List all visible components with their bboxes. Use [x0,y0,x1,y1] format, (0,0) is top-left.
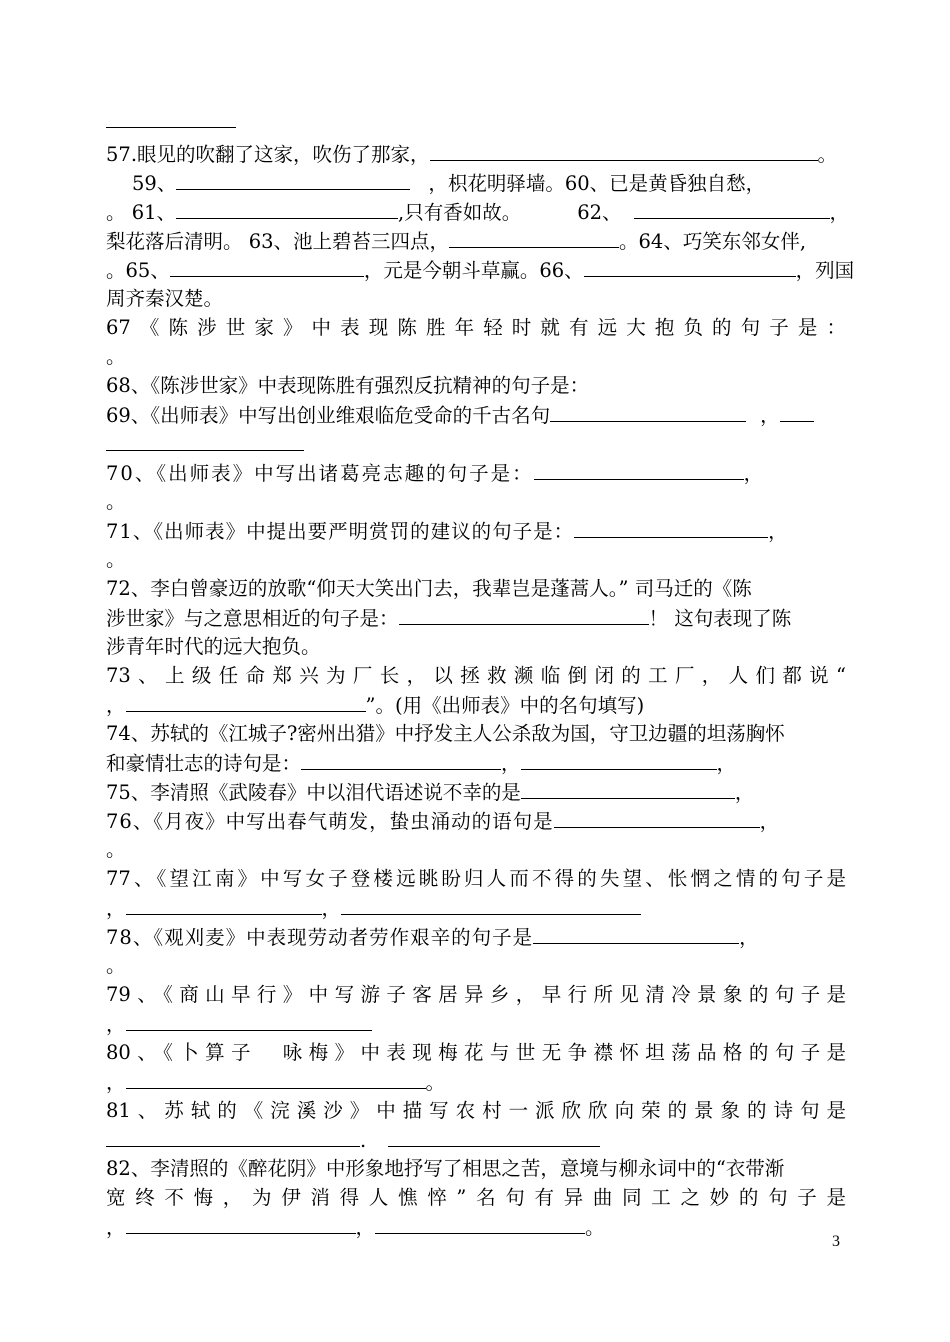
line-74: 74、苏轼的《江城子?密州出猎》中抒发主人公杀敌为国，守卫边疆的坦荡胸怀 [106,722,785,745]
text: ， [501,752,521,775]
line-66-cont: 周齐秦汉楚。 [106,287,224,310]
text: 59、 [132,172,177,195]
text: ， [829,201,850,224]
answer-blank[interactable] [126,1010,372,1031]
answer-blank[interactable] [388,1126,600,1147]
text: ！ 这句表现了陈 [648,607,792,630]
text: ， [759,810,781,833]
answer-blank[interactable] [126,1213,356,1234]
text: . [360,1129,367,1152]
answer-blank[interactable] [533,923,739,944]
line-67-end: 。 [106,345,126,368]
text: 。65、 [106,259,170,282]
line-82: 82、李清照的《醉花阴》中形象地抒写了相思之苦，意境与柳永词中的“衣带渐 [106,1157,785,1180]
text: ”。(用《出师表》中的名句填写) [365,694,645,717]
answer-blank[interactable] [534,459,744,480]
text: ， [734,781,755,804]
answer-blank[interactable] [126,1068,426,1089]
line-79-cont [106,1010,846,1039]
text: ， [716,752,737,775]
line-69 [106,401,846,430]
answer-blank[interactable] [430,140,818,161]
answer-blank[interactable] [106,1126,360,1147]
text: ， [106,694,126,717]
answer-blank[interactable] [634,198,830,219]
answer-blank[interactable] [521,778,735,799]
line-78 [106,923,846,952]
answer-blank[interactable] [399,604,649,625]
answer-blank[interactable] [584,256,796,277]
text: 和豪情壮志的诗句是： [106,752,302,775]
top-blank-line [106,127,236,128]
line-69-cont [106,430,846,459]
text: ， [106,897,126,920]
text: ，列国 [795,259,855,282]
line-78-end: 。 [106,954,126,977]
text: ， [760,404,780,427]
line-80-cont [106,1068,846,1097]
text: ， [106,1013,126,1036]
text: 涉世家》与之意思相近的句子是： [106,607,399,630]
text: 。 61、 [106,201,177,224]
text: ，枳花明驿墙。60、已是黄昏独自愁， [428,172,766,195]
text: 。 [425,1071,446,1094]
line-70-end: 。 [106,490,126,513]
text: ， [321,897,342,920]
line-67: 67《陈涉世家》中表现陈胜年轻时就有远大抱负的句子是： [106,316,846,339]
line-73: 73、上级任命郑兴为厂长，以拯救濒临倒闭的工厂，人们都说“ [106,664,846,687]
line-77-cont [106,894,846,923]
answer-blank[interactable] [170,256,364,277]
text: 76、《月夜》中写出春气萌发，蛰虫涌动的语句是 [106,810,554,833]
text: ， [739,926,760,949]
text: 62、 [577,201,622,224]
line-76 [106,807,846,836]
line-79: 79、《商山早行》中写游子客居异乡，早行所见清冷景象的句子是 [106,983,846,1006]
answer-blank[interactable] [126,894,322,915]
answer-blank[interactable] [176,169,410,190]
text: ， [106,1216,126,1239]
line-72-end: 涉青年时代的远大抱负。 [106,635,321,658]
line-71-end: 。 [106,548,126,571]
text: 。 [817,143,838,166]
line-70 [106,459,846,488]
text: 78、《观刈麦》中表现劳动者劳作艰辛的句子是 [106,926,534,949]
text: 71、《出师表》中提出要严明赏罚的建议的句子是： [106,520,575,543]
answer-blank[interactable] [521,749,717,770]
text: 梨花落后清明。 63、池上碧苔三四点， [106,230,450,253]
line-59-60 [132,169,846,198]
text: ， [106,1071,126,1094]
line-77: 77、《望江南》中写女子登楼远眺盼归人而不得的失望、怅惘之情的句子是 [106,867,846,890]
line-76-end: 。 [106,838,126,861]
answer-blank[interactable] [176,198,398,219]
answer-blank[interactable] [780,401,814,422]
text: ，元是今朝斗草赢。66、 [363,259,584,282]
answer-blank[interactable] [375,1213,585,1234]
line-81: 81、苏轼的《浣溪沙》中描写农村一派欣欣向荣的景象的诗句是 [106,1099,846,1122]
answer-blank[interactable] [574,517,768,538]
text: ， [743,462,766,485]
answer-blank[interactable] [554,807,760,828]
line-65-66 [106,256,855,285]
line-75 [106,778,846,807]
text: ， [768,520,789,543]
line-82-cont: 宽终不悔，为伊消得人憔悴”名句有异曲同工之妙的句子是 [106,1186,846,1209]
answer-blank[interactable] [449,227,619,248]
line-57 [106,140,846,169]
line-82-end [106,1213,846,1242]
answer-blank[interactable] [550,401,746,422]
text: ， [355,1216,376,1239]
line-71 [106,517,846,546]
line-73-cont [106,691,846,720]
answer-blank[interactable] [126,691,366,712]
line-68: 68、《陈涉世家》中表现陈胜有强烈反抗精神的句子是： [106,374,590,397]
answer-blank[interactable] [301,749,501,770]
text: ,只有香如故。 [398,201,522,224]
line-63-64 [106,227,846,256]
text: 70、《出师表》中写出诸葛亮志趣的句子是： [106,462,534,485]
line-61-62 [106,198,850,227]
answer-blank[interactable] [106,430,304,451]
text: 69、《出师表》中写出创业维艰临危受命的千古名句 [106,404,551,427]
text: 。64、巧笑东邻女伴, [619,230,807,253]
text: 75、李清照《武陵春》中以泪代语述说不幸的是 [106,781,521,804]
page-number: 3 [832,1233,840,1250]
line-74-cont [106,749,846,778]
answer-blank[interactable] [341,894,641,915]
line-72-cont [106,604,846,633]
line-81-cont [106,1126,846,1155]
line-72: 72、李白曾豪迈的放歌“仰天大笑出门去，我辈岂是蓬蒿人。” 司马迁的《陈 [106,577,752,600]
text: 57.眼见的吹翻了这家，吹伤了那家， [106,143,430,166]
line-80: 80、《卜算子 咏梅》中表现梅花与世无争襟怀坦荡品格的句子是 [106,1041,846,1064]
text: 。 [585,1216,605,1239]
